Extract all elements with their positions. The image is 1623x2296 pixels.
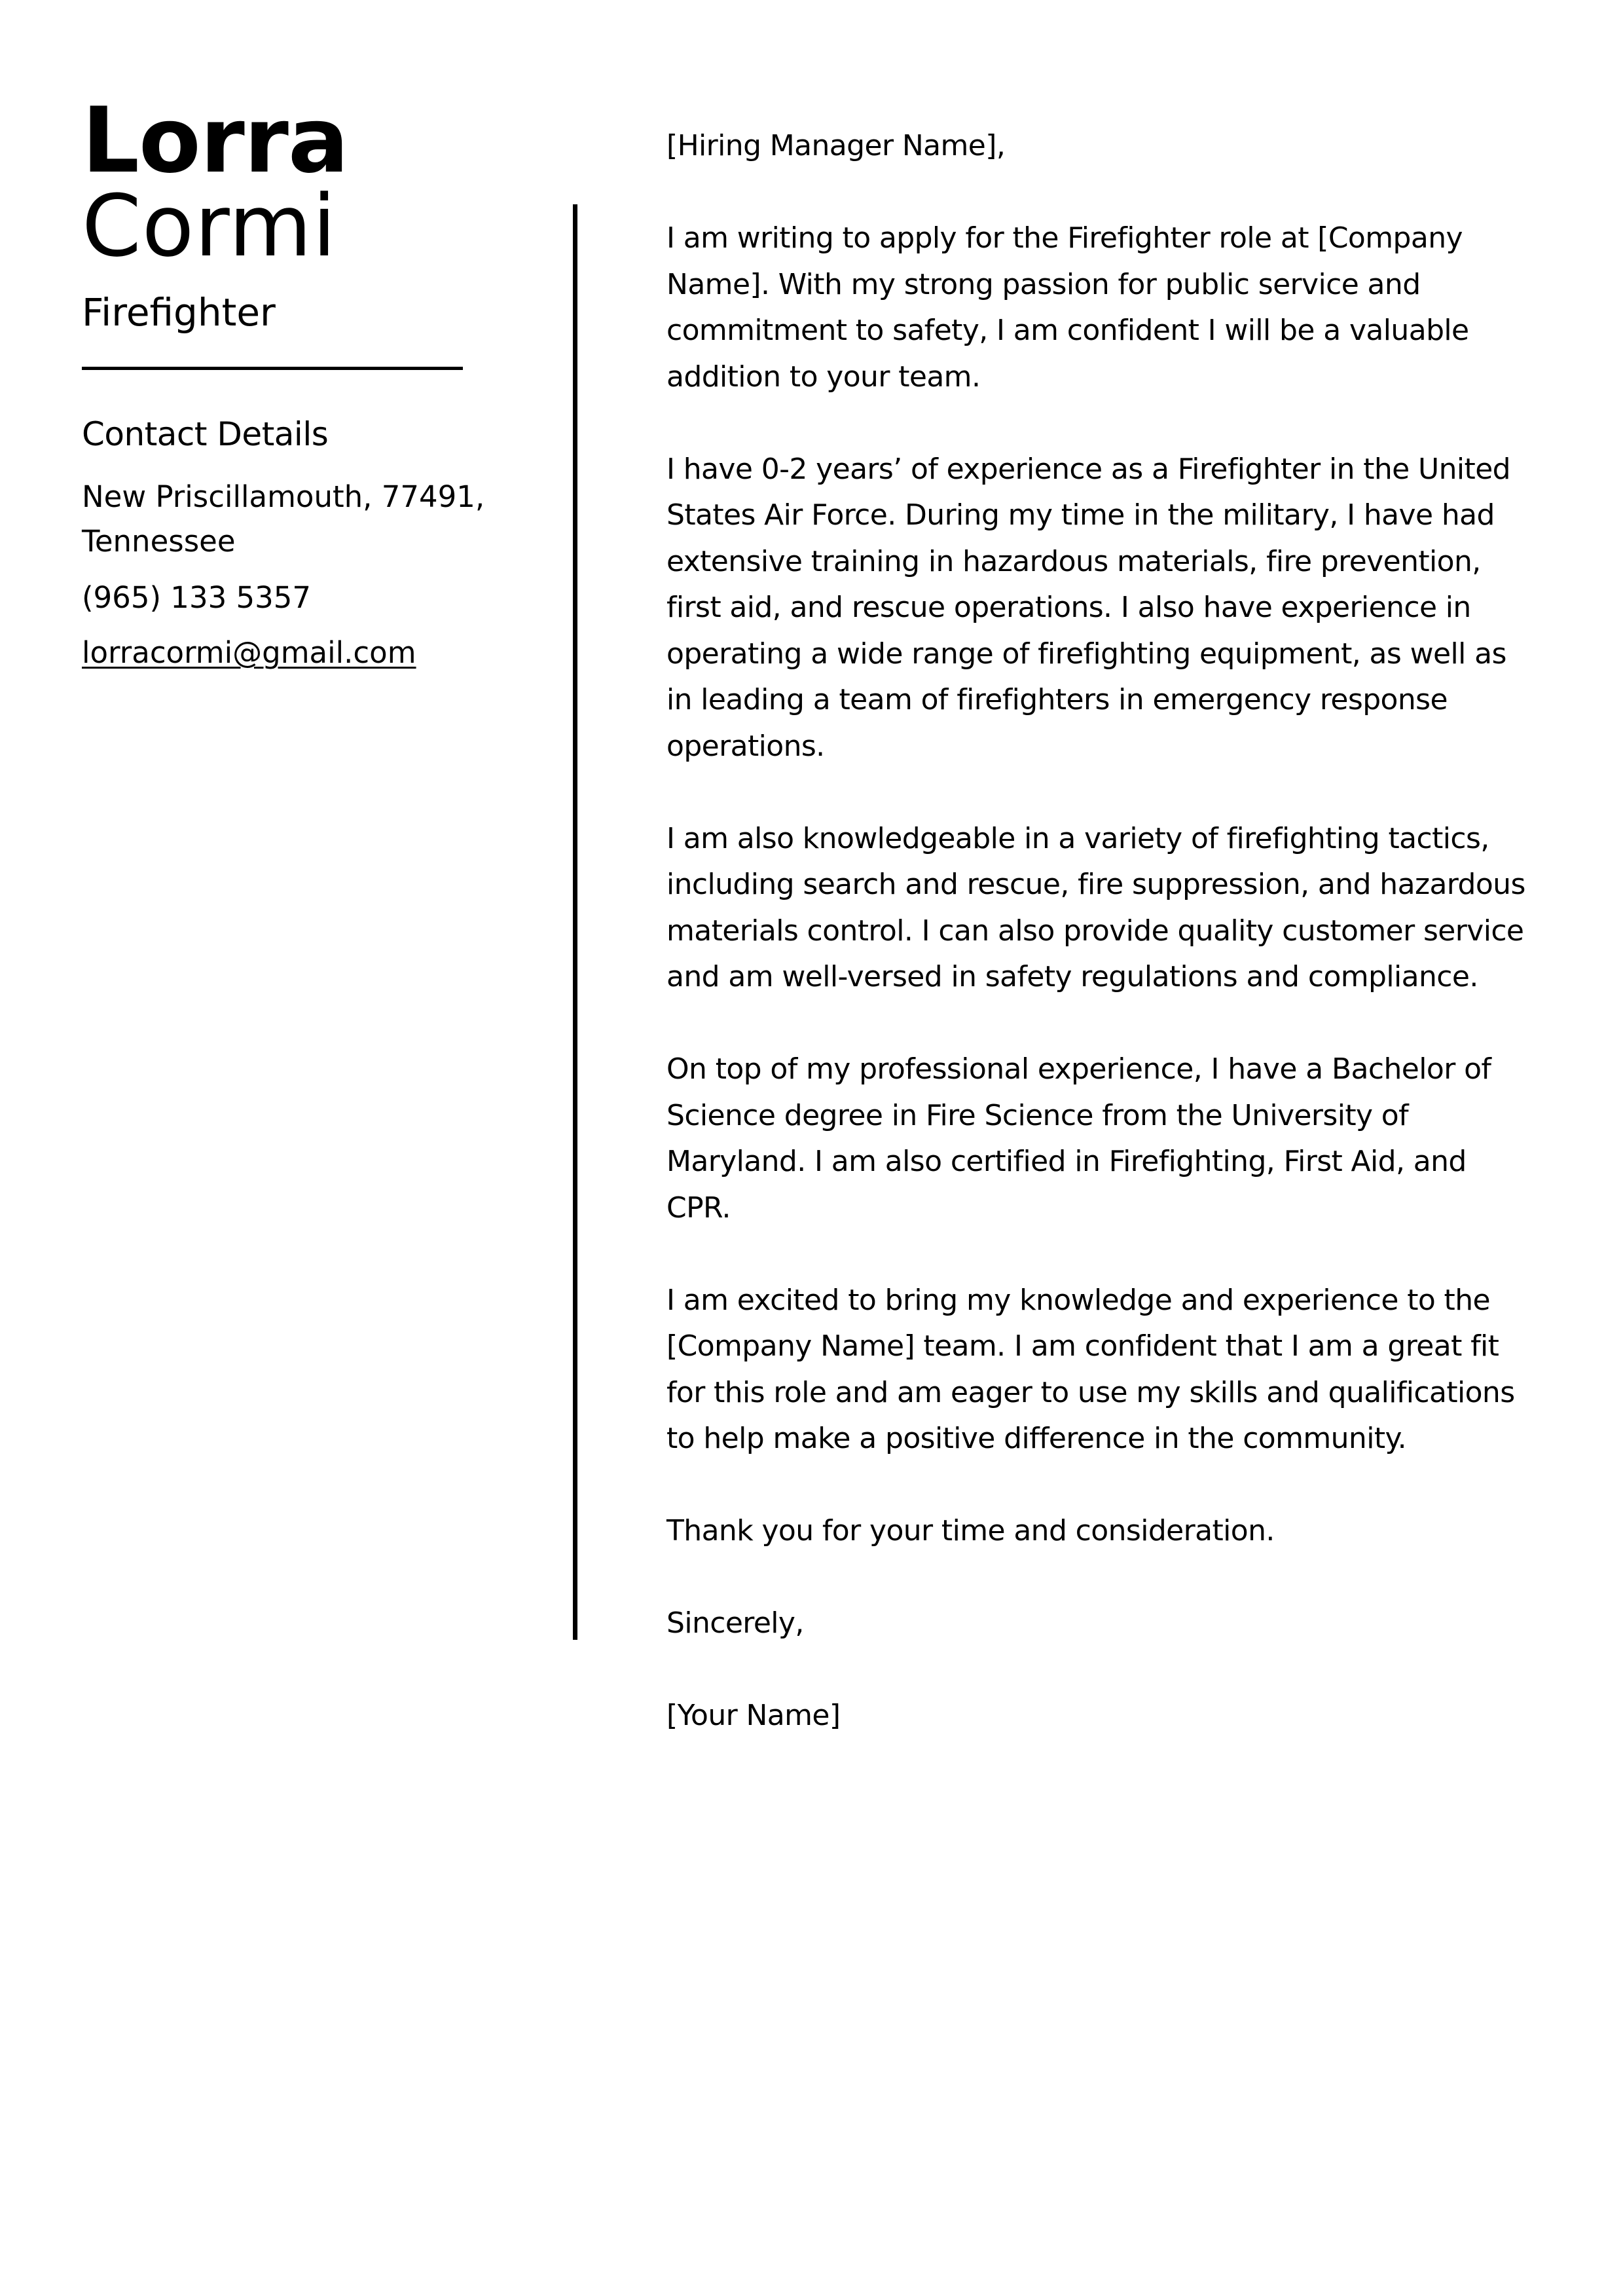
letter-paragraph: Thank you for your time and consideration. xyxy=(666,1514,1275,1547)
letter-paragraph: I have 0-2 years’ of experience as a Firefighter in the United States Air Force. During my time in the military, I have had extensive training in hazardous materials, fire prevention, first aid, and rescue operations. I also have experience in operating a wide range of firefighting equipment, as well as in leading a team of firefighters in emergency response operations. xyxy=(666,452,1511,763)
contact-heading: Contact Details xyxy=(82,415,329,453)
letter-signature: [Your Name] xyxy=(666,1699,841,1732)
letter-paragraph: I am also knowledgeable in a variety of firefighting tactics, including search and rescue, fire suppression, and hazardous materials control. I can also provide quality customer service and am well-versed in safety regulations and compliance. xyxy=(666,821,1525,993)
letter-body xyxy=(666,123,1531,1739)
letter-paragraph: I am excited to bring my knowledge and experience to the [Company Name] team. I am confident that I am a great fit for this role and am eager to use my skills and qualifications to help make a positive difference in the community. xyxy=(666,1283,1515,1455)
contact-email-link[interactable]: lorracormi@gmail.com xyxy=(82,635,416,670)
first-name: Lorra xyxy=(82,88,348,193)
last-name: Cormi xyxy=(82,176,337,276)
letter-closing: Sincerely, xyxy=(666,1606,804,1640)
sidebar xyxy=(82,88,501,675)
contact-phone: (965) 133 5357 xyxy=(82,580,312,615)
letter-salutation: [Hiring Manager Name], xyxy=(666,129,1006,162)
contact-address: New Priscillamouth, 77491, Tennessee xyxy=(82,479,485,559)
vertical-divider xyxy=(573,204,577,1640)
title-divider xyxy=(82,367,463,370)
job-title: Firefighter xyxy=(82,290,276,335)
letter-paragraph: On top of my professional experience, I have a Bachelor of Science degree in Fire Science from the University of Maryland. I am also certified in Firefighting, First Aid, and CPR. xyxy=(666,1052,1491,1225)
letter-paragraph: I am writing to apply for the Firefighter role at [Company Name]. With my strong passion for public service and commitment to safety, I am confident I will be a valuable addition to your team. xyxy=(666,221,1469,394)
